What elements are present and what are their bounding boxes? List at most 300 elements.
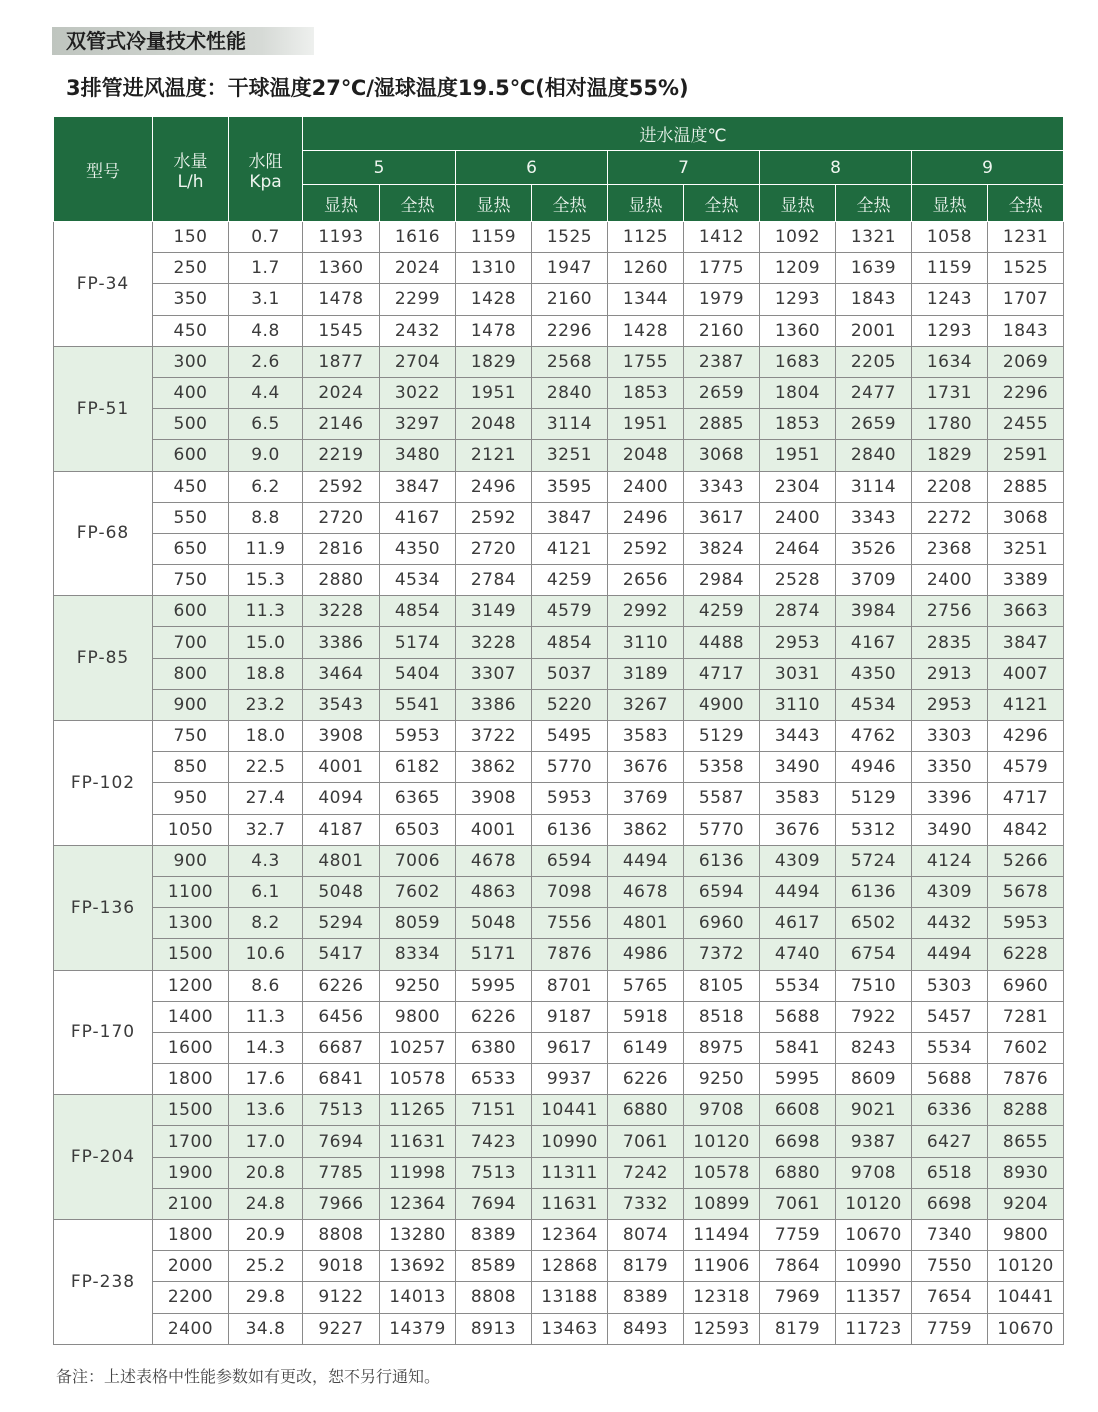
flow-cell: 750: [153, 565, 229, 596]
capacity-cell: 2704: [380, 346, 456, 377]
capacity-cell: 9617: [532, 1032, 608, 1063]
capacity-cell: 11723: [836, 1313, 912, 1344]
capacity-cell: 1193: [303, 222, 380, 253]
capacity-cell: 13463: [532, 1313, 608, 1344]
capacity-cell: 7151: [456, 1095, 532, 1126]
capacity-cell: 3114: [532, 409, 608, 440]
resistance-cell: 24.8: [229, 1188, 303, 1219]
capacity-cell: 4854: [532, 627, 608, 658]
capacity-cell: 2840: [836, 440, 912, 471]
resistance-cell: 1.7: [229, 253, 303, 284]
capacity-cell: 1428: [608, 315, 684, 346]
capacity-cell: 7864: [760, 1251, 836, 1282]
capacity-cell: 3251: [532, 440, 608, 471]
header-total: 全热: [684, 185, 760, 222]
table-row: [54, 939, 1064, 970]
capacity-cell: 1525: [988, 253, 1064, 284]
capacity-cell: 2953: [760, 627, 836, 658]
capacity-cell: 8493: [608, 1313, 684, 1344]
capacity-cell: 7242: [608, 1157, 684, 1188]
flow-cell: 1100: [153, 876, 229, 907]
capacity-cell: 2048: [608, 440, 684, 471]
capacity-cell: 2816: [303, 533, 380, 564]
performance-table: [53, 116, 1064, 1345]
resistance-cell: 6.5: [229, 409, 303, 440]
capacity-cell: 4762: [836, 721, 912, 752]
capacity-cell: 12318: [684, 1282, 760, 1313]
capacity-cell: 3595: [532, 471, 608, 502]
header-flow: [153, 117, 229, 222]
capacity-cell: 2400: [760, 502, 836, 533]
capacity-cell: 2024: [303, 377, 380, 408]
capacity-cell: 8179: [608, 1251, 684, 1282]
capacity-cell: 10899: [684, 1188, 760, 1219]
flow-cell: 600: [153, 596, 229, 627]
resistance-cell: 3.1: [229, 284, 303, 315]
capacity-cell: 2784: [456, 565, 532, 596]
capacity-cell: 7922: [836, 1001, 912, 1032]
resistance-cell: 15.0: [229, 627, 303, 658]
model-group: [54, 596, 1064, 721]
capacity-cell: 6136: [532, 814, 608, 845]
capacity-cell: 7966: [303, 1188, 380, 1219]
capacity-cell: 3307: [456, 658, 532, 689]
capacity-cell: 1360: [303, 253, 380, 284]
capacity-cell: 11631: [532, 1188, 608, 1219]
capacity-cell: 8288: [988, 1095, 1064, 1126]
capacity-cell: 1209: [760, 253, 836, 284]
capacity-cell: 8930: [988, 1157, 1064, 1188]
capacity-cell: 5841: [760, 1032, 836, 1063]
resistance-cell: 29.8: [229, 1282, 303, 1313]
capacity-cell: 1853: [760, 409, 836, 440]
capacity-cell: 2885: [684, 409, 760, 440]
flow-cell: 850: [153, 752, 229, 783]
capacity-cell: 5541: [380, 689, 456, 720]
capacity-cell: 7602: [988, 1032, 1064, 1063]
capacity-cell: 1344: [608, 284, 684, 315]
capacity-cell: 3228: [303, 596, 380, 627]
flow-cell: 1800: [153, 1220, 229, 1251]
model-group: [54, 471, 1064, 596]
capacity-cell: 2160: [684, 315, 760, 346]
capacity-cell: 9021: [836, 1095, 912, 1126]
capacity-cell: 6754: [836, 939, 912, 970]
capacity-cell: 1755: [608, 346, 684, 377]
capacity-cell: 5048: [303, 876, 380, 907]
flow-cell: 1900: [153, 1157, 229, 1188]
capacity-cell: 12364: [532, 1220, 608, 1251]
flow-cell: 1300: [153, 908, 229, 939]
capacity-cell: 2592: [608, 533, 684, 564]
capacity-cell: 3267: [608, 689, 684, 720]
capacity-cell: 3149: [456, 596, 532, 627]
capacity-cell: 7332: [608, 1188, 684, 1219]
capacity-cell: 6841: [303, 1064, 380, 1095]
table-row: [54, 222, 1064, 253]
capacity-cell: 3396: [912, 783, 988, 814]
capacity-cell: 3984: [836, 596, 912, 627]
resistance-cell: 13.6: [229, 1095, 303, 1126]
capacity-cell: 7340: [912, 1220, 988, 1251]
capacity-cell: 8074: [608, 1220, 684, 1251]
capacity-cell: 8655: [988, 1126, 1064, 1157]
capacity-cell: 4617: [760, 908, 836, 939]
capacity-cell: 4579: [532, 596, 608, 627]
capacity-cell: 5303: [912, 970, 988, 1001]
capacity-cell: 4494: [912, 939, 988, 970]
capacity-cell: 12593: [684, 1313, 760, 1344]
capacity-cell: 6698: [760, 1126, 836, 1157]
header-total: 全热: [988, 185, 1064, 222]
capacity-cell: 7694: [303, 1126, 380, 1157]
capacity-cell: 3543: [303, 689, 380, 720]
page-subtitle: 3排管进风温度：干球温度27℃/湿球温度19.5℃(相对温度55%): [66, 76, 689, 100]
capacity-cell: 9708: [836, 1157, 912, 1188]
capacity-cell: 3769: [608, 783, 684, 814]
capacity-cell: 6594: [684, 876, 760, 907]
table-row: [54, 565, 1064, 596]
capacity-cell: 2160: [532, 284, 608, 315]
capacity-cell: 6608: [760, 1095, 836, 1126]
capacity-cell: 11311: [532, 1157, 608, 1188]
flow-cell: 1050: [153, 814, 229, 845]
capacity-cell: 3722: [456, 721, 532, 752]
capacity-cell: 3847: [532, 502, 608, 533]
capacity-cell: 3908: [303, 721, 380, 752]
capacity-cell: 1058: [912, 222, 988, 253]
capacity-cell: 10670: [988, 1313, 1064, 1344]
capacity-cell: 13188: [532, 1282, 608, 1313]
capacity-cell: 3862: [456, 752, 532, 783]
capacity-cell: 2496: [608, 502, 684, 533]
capacity-cell: 2953: [912, 689, 988, 720]
capacity-cell: 4187: [303, 814, 380, 845]
capacity-cell: 3022: [380, 377, 456, 408]
capacity-cell: 4678: [456, 845, 532, 876]
capacity-cell: 1634: [912, 346, 988, 377]
capacity-cell: 2885: [988, 471, 1064, 502]
capacity-cell: 10441: [532, 1095, 608, 1126]
capacity-cell: 3343: [836, 502, 912, 533]
capacity-cell: 2387: [684, 346, 760, 377]
capacity-cell: 2592: [303, 471, 380, 502]
capacity-cell: 5953: [988, 908, 1064, 939]
header-temp: 5: [303, 151, 456, 185]
flow-cell: 1400: [153, 1001, 229, 1032]
capacity-cell: 8179: [760, 1313, 836, 1344]
resistance-cell: 8.6: [229, 970, 303, 1001]
capacity-cell: 4350: [380, 533, 456, 564]
model-group: [54, 721, 1064, 846]
capacity-cell: 2146: [303, 409, 380, 440]
capacity-cell: 5048: [456, 908, 532, 939]
capacity-cell: 14013: [380, 1282, 456, 1313]
capacity-cell: 2880: [303, 565, 380, 596]
capacity-cell: 1731: [912, 377, 988, 408]
capacity-cell: 3068: [684, 440, 760, 471]
capacity-cell: 8243: [836, 1032, 912, 1063]
capacity-cell: 2720: [456, 533, 532, 564]
capacity-cell: 4717: [988, 783, 1064, 814]
capacity-cell: 9204: [988, 1188, 1064, 1219]
capacity-cell: 9250: [380, 970, 456, 1001]
capacity-cell: 5534: [760, 970, 836, 1001]
capacity-cell: 3490: [912, 814, 988, 845]
header-sensible: 显热: [608, 185, 684, 222]
resistance-cell: 15.3: [229, 565, 303, 596]
flow-cell: 450: [153, 315, 229, 346]
model-cell: FP-85: [54, 596, 153, 721]
capacity-cell: 8701: [532, 970, 608, 1001]
header-sensible: 显热: [912, 185, 988, 222]
resistance-cell: 8.2: [229, 908, 303, 939]
page-title: 双管式冷量技术性能: [66, 29, 246, 53]
capacity-cell: 10120: [988, 1251, 1064, 1282]
capacity-cell: 10120: [836, 1188, 912, 1219]
capacity-cell: 7550: [912, 1251, 988, 1282]
header-temp: 6: [456, 151, 608, 185]
resistance-cell: 14.3: [229, 1032, 303, 1063]
capacity-cell: 7510: [836, 970, 912, 1001]
capacity-cell: 2659: [836, 409, 912, 440]
capacity-cell: 8589: [456, 1251, 532, 1282]
table-row: [54, 1188, 1064, 1219]
capacity-cell: 9018: [303, 1251, 380, 1282]
capacity-cell: 10990: [532, 1126, 608, 1157]
capacity-cell: 3862: [608, 814, 684, 845]
capacity-cell: 4946: [836, 752, 912, 783]
capacity-cell: 8059: [380, 908, 456, 939]
capacity-cell: 1707: [988, 284, 1064, 315]
model-group: [54, 1095, 1064, 1220]
capacity-cell: 3480: [380, 440, 456, 471]
capacity-cell: 7969: [760, 1282, 836, 1313]
table-row: [54, 1313, 1064, 1344]
flow-cell: 2200: [153, 1282, 229, 1313]
capacity-cell: 3303: [912, 721, 988, 752]
capacity-cell: 2840: [532, 377, 608, 408]
resistance-cell: 27.4: [229, 783, 303, 814]
capacity-cell: 8808: [303, 1220, 380, 1251]
table-row: [54, 970, 1064, 1001]
capacity-cell: 2984: [684, 565, 760, 596]
capacity-cell: 3343: [684, 471, 760, 502]
capacity-cell: 5358: [684, 752, 760, 783]
capacity-cell: 7759: [912, 1313, 988, 1344]
capacity-cell: 1639: [836, 253, 912, 284]
header-flow-label: 水量: [173, 151, 208, 172]
capacity-cell: 2659: [684, 377, 760, 408]
header-total: 全热: [836, 185, 912, 222]
capacity-cell: 5417: [303, 939, 380, 970]
model-cell: FP-204: [54, 1095, 153, 1220]
capacity-cell: 1843: [988, 315, 1064, 346]
capacity-cell: 7654: [912, 1282, 988, 1313]
flow-cell: 1600: [153, 1032, 229, 1063]
capacity-cell: 2299: [380, 284, 456, 315]
capacity-cell: 6380: [456, 1032, 532, 1063]
capacity-cell: 3386: [303, 627, 380, 658]
capacity-cell: 2208: [912, 471, 988, 502]
capacity-cell: 7281: [988, 1001, 1064, 1032]
table-row: [54, 627, 1064, 658]
capacity-cell: 2591: [988, 440, 1064, 471]
capacity-cell: 4900: [684, 689, 760, 720]
model-group: [54, 346, 1064, 471]
capacity-cell: 4309: [912, 876, 988, 907]
capacity-cell: 6503: [380, 814, 456, 845]
resistance-cell: 2.6: [229, 346, 303, 377]
table-row: [54, 908, 1064, 939]
capacity-cell: 7061: [760, 1188, 836, 1219]
capacity-cell: 9800: [988, 1220, 1064, 1251]
header-sensible: 显热: [456, 185, 532, 222]
capacity-cell: 1159: [912, 253, 988, 284]
capacity-cell: 6228: [988, 939, 1064, 970]
capacity-cell: 4001: [456, 814, 532, 845]
capacity-cell: 3228: [456, 627, 532, 658]
capacity-cell: 2874: [760, 596, 836, 627]
capacity-cell: 2001: [836, 315, 912, 346]
capacity-cell: 2496: [456, 471, 532, 502]
capacity-cell: 3350: [912, 752, 988, 783]
capacity-cell: 2528: [760, 565, 836, 596]
capacity-cell: 7061: [608, 1126, 684, 1157]
model-cell: FP-170: [54, 970, 153, 1095]
capacity-cell: 10120: [684, 1126, 760, 1157]
capacity-cell: 6226: [608, 1064, 684, 1095]
capacity-cell: 2400: [912, 565, 988, 596]
capacity-cell: 1951: [608, 409, 684, 440]
capacity-cell: 3031: [760, 658, 836, 689]
capacity-cell: 8609: [836, 1064, 912, 1095]
resistance-cell: 6.1: [229, 876, 303, 907]
capacity-cell: 1293: [912, 315, 988, 346]
capacity-cell: 3908: [456, 783, 532, 814]
capacity-cell: 5688: [912, 1064, 988, 1095]
header-sensible: 显热: [303, 185, 380, 222]
table-row: [54, 1032, 1064, 1063]
capacity-cell: 5220: [532, 689, 608, 720]
table-row: [54, 1001, 1064, 1032]
table-row: [54, 658, 1064, 689]
capacity-cell: 5770: [684, 814, 760, 845]
capacity-cell: 6456: [303, 1001, 380, 1032]
flow-cell: 150: [153, 222, 229, 253]
capacity-cell: 1951: [456, 377, 532, 408]
resistance-cell: 22.5: [229, 752, 303, 783]
capacity-cell: 14379: [380, 1313, 456, 1344]
resistance-cell: 25.2: [229, 1251, 303, 1282]
capacity-cell: 2720: [303, 502, 380, 533]
capacity-cell: 2205: [836, 346, 912, 377]
capacity-cell: 6698: [912, 1188, 988, 1219]
resistance-cell: 4.4: [229, 377, 303, 408]
capacity-cell: 5312: [836, 814, 912, 845]
capacity-cell: 1159: [456, 222, 532, 253]
resistance-cell: 11.3: [229, 596, 303, 627]
capacity-cell: 9387: [836, 1126, 912, 1157]
capacity-cell: 4579: [988, 752, 1064, 783]
capacity-cell: 4494: [760, 876, 836, 907]
capacity-cell: 10670: [836, 1220, 912, 1251]
resistance-cell: 18.8: [229, 658, 303, 689]
model-group: [54, 845, 1064, 970]
capacity-cell: 9227: [303, 1313, 380, 1344]
capacity-cell: 2304: [760, 471, 836, 502]
header-temp: 8: [760, 151, 912, 185]
capacity-cell: 3617: [684, 502, 760, 533]
capacity-cell: 12364: [380, 1188, 456, 1219]
table-row: [54, 471, 1064, 502]
capacity-cell: 1616: [380, 222, 456, 253]
flow-cell: 900: [153, 845, 229, 876]
capacity-cell: 1310: [456, 253, 532, 284]
capacity-cell: 13280: [380, 1220, 456, 1251]
table-row: [54, 752, 1064, 783]
capacity-cell: 1092: [760, 222, 836, 253]
capacity-cell: 4001: [303, 752, 380, 783]
capacity-cell: 5918: [608, 1001, 684, 1032]
capacity-cell: 5995: [760, 1064, 836, 1095]
model-cell: FP-51: [54, 346, 153, 471]
capacity-cell: 7556: [532, 908, 608, 939]
capacity-cell: 3386: [456, 689, 532, 720]
resistance-cell: 8.8: [229, 502, 303, 533]
capacity-cell: 1951: [760, 440, 836, 471]
capacity-cell: 3114: [836, 471, 912, 502]
capacity-cell: 7423: [456, 1126, 532, 1157]
capacity-cell: 1525: [532, 222, 608, 253]
capacity-cell: 6427: [912, 1126, 988, 1157]
capacity-cell: 2477: [836, 377, 912, 408]
table-row: [54, 533, 1064, 564]
model-cell: FP-102: [54, 721, 153, 846]
table-row: [54, 689, 1064, 720]
capacity-cell: 2835: [912, 627, 988, 658]
capacity-cell: 6136: [836, 876, 912, 907]
capacity-cell: 9937: [532, 1064, 608, 1095]
capacity-cell: 5266: [988, 845, 1064, 876]
capacity-cell: 4296: [988, 721, 1064, 752]
capacity-cell: 7785: [303, 1157, 380, 1188]
capacity-cell: 3464: [303, 658, 380, 689]
capacity-cell: 1360: [760, 315, 836, 346]
resistance-cell: 9.0: [229, 440, 303, 471]
model-cell: FP-68: [54, 471, 153, 596]
capacity-cell: 6226: [303, 970, 380, 1001]
resistance-cell: 17.6: [229, 1064, 303, 1095]
capacity-cell: 2048: [456, 409, 532, 440]
table-row: [54, 845, 1064, 876]
capacity-cell: 5294: [303, 908, 380, 939]
capacity-cell: 11494: [684, 1220, 760, 1251]
flow-cell: 650: [153, 533, 229, 564]
capacity-cell: 2656: [608, 565, 684, 596]
capacity-cell: 3389: [988, 565, 1064, 596]
capacity-cell: 5587: [684, 783, 760, 814]
capacity-cell: 4801: [303, 845, 380, 876]
capacity-cell: 1853: [608, 377, 684, 408]
table-row: [54, 1126, 1064, 1157]
capacity-cell: 1243: [912, 284, 988, 315]
capacity-cell: 4534: [836, 689, 912, 720]
table-row: [54, 1282, 1064, 1313]
table-row: [54, 440, 1064, 471]
header-model: 型号: [54, 117, 153, 222]
model-cell: FP-238: [54, 1220, 153, 1345]
